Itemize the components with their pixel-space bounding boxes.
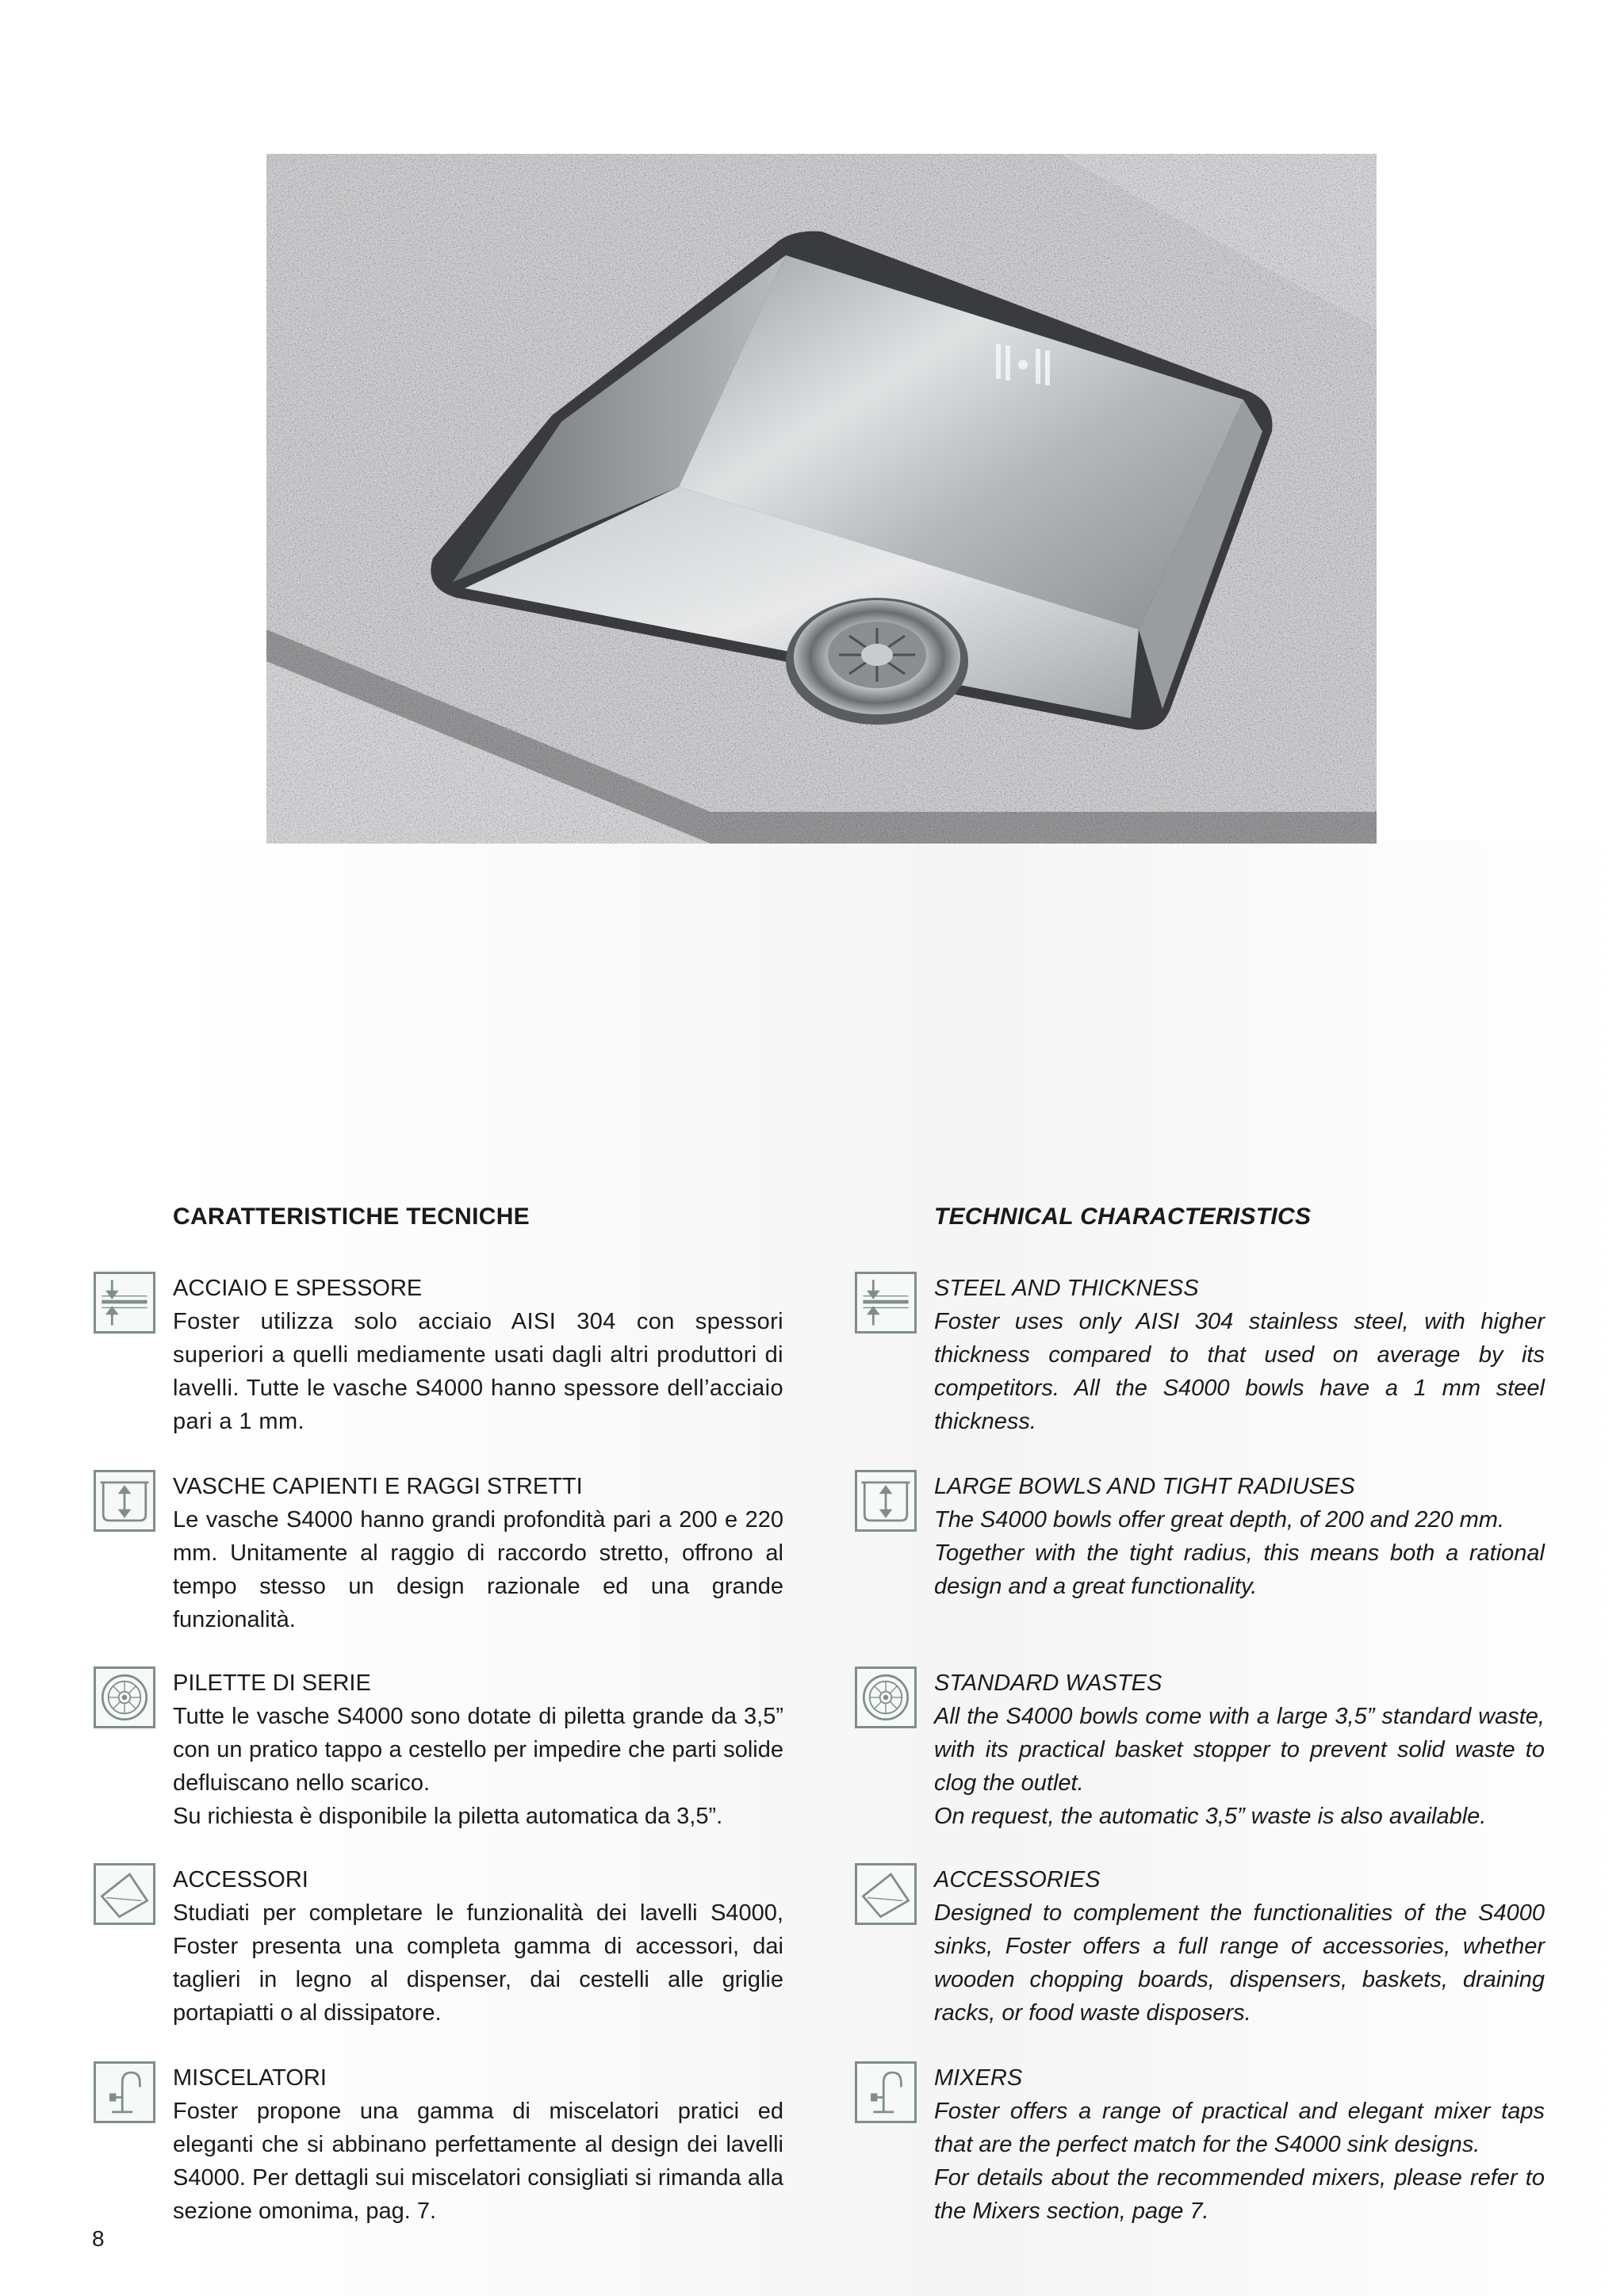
- mixer-icon: [855, 2061, 917, 2123]
- section-mixers-en: [934, 2061, 1545, 2228]
- section-body: [173, 1896, 783, 2030]
- sink-photo: [266, 154, 1377, 844]
- bowl-depth-icon: [855, 1470, 917, 1532]
- section-body: [173, 2095, 783, 2228]
- accessories-icon: [855, 1863, 917, 1925]
- section-paragraph: Foster offers a range of practical and elegant mixer taps that are the perfect match for the S4000 sink designs.: [934, 2099, 1545, 2157]
- section-wastes-it: [173, 1667, 783, 1833]
- thickness-icon: [855, 1272, 917, 1334]
- section-paragraph: For details about the recommended mixers, please refer to the Mixers section, page 7.: [934, 2165, 1545, 2224]
- section-body: [934, 1700, 1545, 1833]
- section-paragraph: All the S4000 bowls come with a large 3,5” standard waste, with its practical basket stopper to prevent solid waste to clog the outlet.: [934, 1704, 1545, 1796]
- accessories-icon: [94, 1863, 155, 1925]
- section-body: [173, 1503, 783, 1636]
- thickness-icon: [94, 1272, 155, 1334]
- section-paragraph: The S4000 bowls offer great depth, of 200 and 220 mm.: [934, 1507, 1505, 1533]
- section-title: STANDARD WASTES: [934, 1670, 1162, 1696]
- section-paragraph: Tutte le vasche S4000 sono dotate di piletta grande da 3,5” con un pratico tappo a cestello per impedire che parti solide defluiscano nello scarico.: [173, 1704, 783, 1796]
- section-body: [173, 1305, 783, 1438]
- section-paragraph: Studiati per completare le funzionalità dei lavelli S4000, Foster presenta una completa gamma di accessori, dai taglieri in legno al dispenser, dai cestelli alle griglie portapiatti o al dissipatore.: [173, 1900, 783, 2026]
- section-paragraph: Designed to complement the functionalities of the S4000 sinks, Foster offers a full range of accessories, whether wooden chopping boards, dispensers, baskets, draining racks, or food waste disposers.: [934, 1900, 1545, 2026]
- section-paragraph: Su richiesta è disponibile la piletta automatica da 3,5”.: [173, 1804, 723, 1829]
- section-paragraph: Foster propone una gamma di miscelatori pratici ed eleganti che si abbinano perfettamente al design dei lavelli S4000. Per dettagli sui miscelatori consigliati si rimanda alla sezione omonima, pag. 7.: [173, 2099, 783, 2224]
- section-title: MISCELATORI: [173, 2065, 327, 2091]
- section-title: VASCHE CAPIENTI E RAGGI STRETTI: [173, 1474, 583, 1499]
- waste-icon: [94, 1667, 155, 1728]
- section-paragraph: Together with the tight radius, this means both a rational design and a great functionality.: [934, 1540, 1545, 1599]
- section-bowls-it: [173, 1470, 783, 1636]
- section-steel-it: [173, 1272, 783, 1438]
- section-body: [934, 2095, 1545, 2228]
- section-paragraph: Foster utilizza solo acciaio AISI 304 con spessori superiori a quelli mediamente usati dagli altri produttori di lavelli. Tutte le vasche S4000 hanno spessore dell’acciaio pari a 1 mm.: [173, 1309, 783, 1434]
- section-wastes-en: [934, 1667, 1545, 1833]
- section-body: [173, 1700, 783, 1833]
- section-paragraph: Le vasche S4000 hanno grandi profondità pari a 200 e 220 mm. Unitamente al raggio di raccordo stretto, offrono al tempo stesso un design razionale ed una grande funzionalità.: [173, 1507, 783, 1632]
- section-title: ACCESSORIES: [934, 1867, 1101, 1892]
- section-title: PILETTE DI SERIE: [173, 1670, 371, 1696]
- section-paragraph: On request, the automatic 3,5” waste is also available.: [934, 1804, 1487, 1829]
- english-heading: TECHNICAL CHARACTERISTICS: [934, 1203, 1312, 1230]
- section-title: ACCIAIO E SPESSORE: [173, 1276, 423, 1301]
- section-body: [934, 1305, 1545, 1438]
- waste-icon: [855, 1667, 917, 1728]
- section-bowls-en: [934, 1470, 1545, 1603]
- section-mixers-it: [173, 2061, 783, 2228]
- section-body: [934, 1503, 1545, 1603]
- section-accessories-it: [173, 1863, 783, 2030]
- page-number: 8: [92, 2226, 105, 2251]
- section-title: LARGE BOWLS AND TIGHT RADIUSES: [934, 1474, 1355, 1499]
- section-body: [934, 1896, 1545, 2030]
- section-paragraph: Foster uses only AISI 304 stainless steel, with higher thickness compared to that used on average by its competitors. All the S4000 bowls have a 1 mm steel thickness.: [934, 1309, 1545, 1434]
- section-title: ACCESSORI: [173, 1867, 308, 1892]
- italian-heading: CARATTERISTICHE TECNICHE: [173, 1203, 530, 1230]
- section-accessories-en: [934, 1863, 1545, 2030]
- section-steel-en: [934, 1272, 1545, 1438]
- section-title: MIXERS: [934, 2065, 1023, 2091]
- bowl-depth-icon: [94, 1470, 155, 1532]
- mixer-icon: [94, 2061, 155, 2123]
- section-title: STEEL AND THICKNESS: [934, 1276, 1199, 1301]
